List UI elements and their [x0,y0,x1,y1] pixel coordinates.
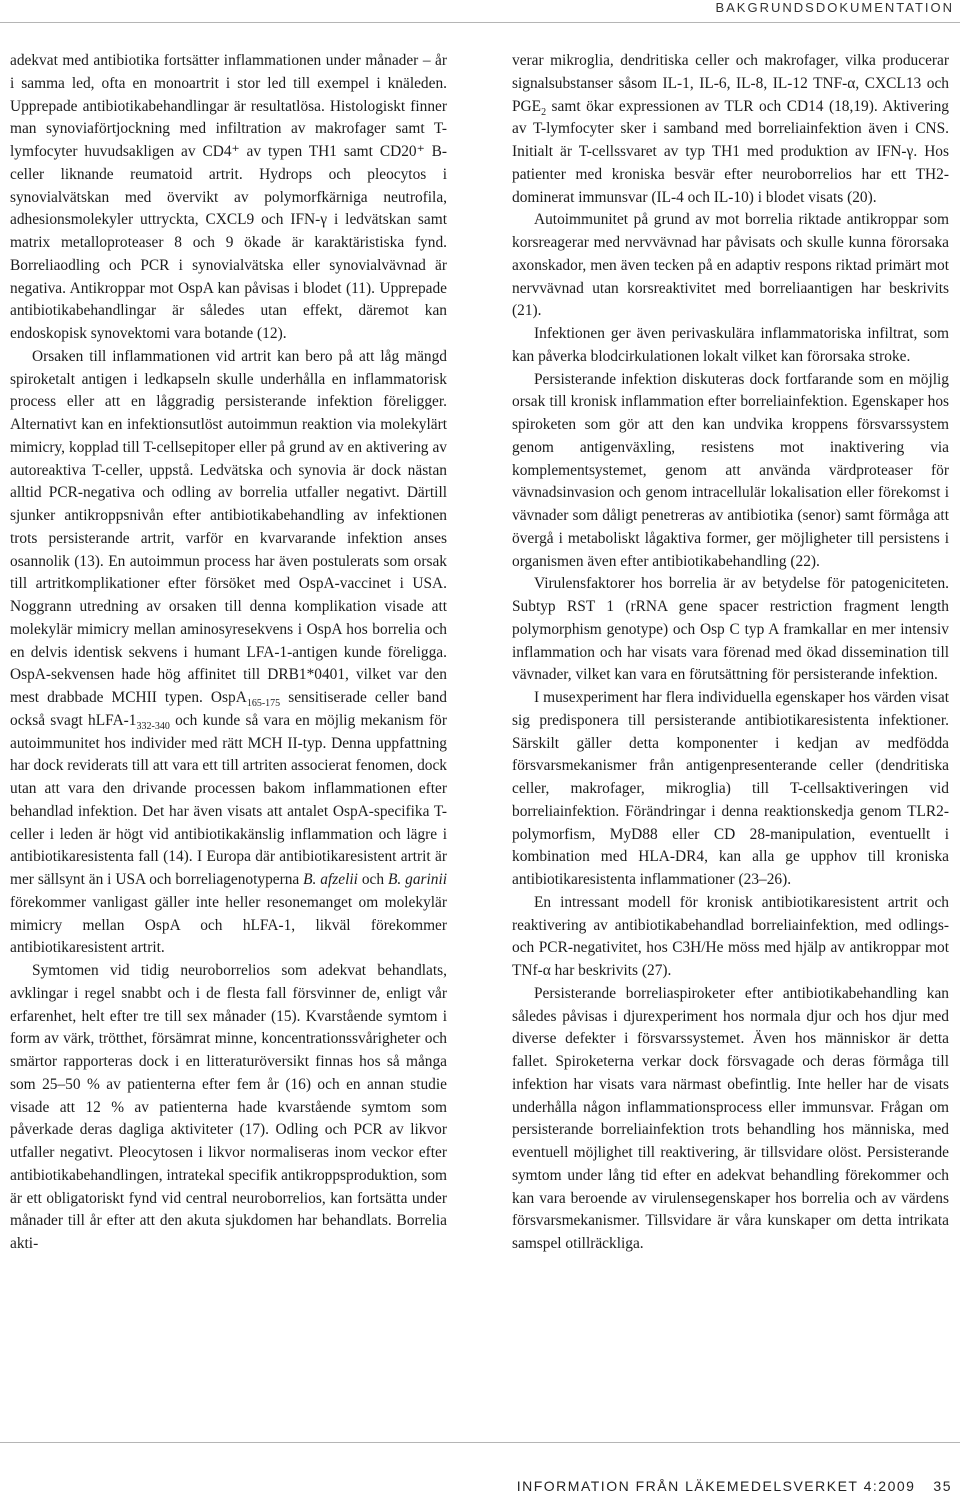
footer-divider [0,1442,960,1443]
paragraph: En intressant modell för kronisk antibiotikaresistent artrit och reaktivering av antibiotikabehandlad borreliainfektion, med odlings- och PCR-negativitet, hos C3H/He möss med hjälp av antikroppar mot TNf-α har beskrivits (27). [512,893,949,979]
paragraph: Symtomen vid tidig neuroborrelios som adekvat behandlats, avklingar i regel snabbt och i de flesta fall försvinner de, enligt vår erfarenhet, helt efter tre till sex månader (15). Kvarstående symtom i form av värk, trötthet, försämrat minne, koncentrationssvårigheter och smärtor rapporteras dock i en litteraturöversikt finnas hos så många som 25–50 % av patienterna efter fem år (16) och en annan studie visade att 12 % av patienterna hade kvarstående symtom som påverkade deras dagliga aktiviteter (17). Odling och PCR av likvor utfaller negativt. Pleocytosen i likvor normaliseras inom veckor efter antibiotikabehandlingen, intratekal specifik antikroppsproduktion, som är ett obligatoriskt fynd vid central neuroborrelios, kan fortsätta under månader till år efter att den akuta sjukdomen har behandlats. Borrelia akti- [10,962,447,1252]
subscript: 2 [541,106,547,118]
paragraph: Autoimmunitet på grund av mot borrelia riktade antikroppar som korsreagerar med nervvävnad har påvisats och skulle kunna förorsaka axonskador, men även tecken på en adaptiv respons riktad primärt mot nervvävnad utan korsreaktivitet med borreliaantigen har beskrivits (21). [512,211,949,320]
publication-name: INFORMATION FRÅN LÄKEMEDELSVERKET 4:2009 [516,1478,916,1494]
text-run: och [357,871,388,888]
text-run: samt ökar expressionen av TLR och CD14 (18,19). Aktivering av T-lymfocyter sker i samband med borreliainfektion även i CNS. Initialt är T-cellssvaret av typ TH1 med produktion av IFN-γ. Hos patienter med kroniska besvär efter neuroborrelios har ett TH2-dominerat immunsvar (IL-4 och IL-10) i blodet visats (20). [512,97,949,206]
paragraph: adekvat med antibiotika fortsätter inflammationen under månader – år i samma led, ofta en monoartrit i stor led till exempel i knäleden. Upprepade antibiotikabehandlingar är resultatlösa. Histologiskt finner man synoviaförtjockning med infiltration av makrofager samt T-lymfocyter huvudsakligen av CD4⁺ av typen TH1 samt CD20⁺ B-celler liknande reumatoid artrit. Hydrops och pleocytos i synovialvätskan med övervikt av polymorfkärniga neutrofila, adhesionsmolekyler uttryckta, CXCL9 och IFN-γ i ledvätskan samt matrix metalloproteaser 8 och 9 ökade är karaktäristiska fynd. Borreliaodling och PCR i synovialvätska eller synovialvävnad är negativa. Antikroppar mot OspA kan påvisas i blodet (11). Upprepade antibiotikabehandlingar är således utan effekt, däremot kan endoskopisk synovektomi vara botande (12). [10,52,447,342]
section-label: BAKGRUNDSDOKUMENTATION [715,0,954,15]
right-column [512,50,949,1256]
paragraph [10,346,447,960]
paragraph: Virulensfaktorer hos borrelia är av betydelse för patogeniciteten. Subtyp RST 1 (rRNA gene spacer restriction fragment length polymorphism genotype) och Osp C typ A framkallar en mer intensiv inflammation och har visats vara förenad med ökad dissemination till vävnader, vilket kan vara en förutsättning för persisterande infektion. [512,575,949,684]
left-column [10,50,447,1256]
paragraph: Persisterande borreliaspiroketer efter antibiotikabehandling kan således påvisas i djurexperiment hos normala djur och hos djur med diverse defekter i försvarssystemet. Även hos människor är detta fallet. Spiroketerna verkar dock försvagade och deras förmåga till infektion har visats vara närmast obefintlig. Inte heller har de visats underhålla någon inflammationsprocess eller immunsvar. Frågan om persisterande borreliainfektion trots behandling hos människa, med eventuell möjlighet till reaktivering, är tillsvidare olöst. Persisterande symtom under lång tid efter en adekvat behandling förekommer och kan vara beroende av virulensegenskaper hos borrelia och av värdens försvarsmekanismer. Tillsvidare är våra kunskaper om detta intrikata samspel otillräckliga. [512,984,949,1252]
text-run: förekommer vanligast gäller inte heller resonemanget om molekylär mimicry mellan OspA och hLFA-1, likväl förekommer antibiotikaresistent artrit. [10,893,447,957]
text-run: verar mikroglia, dendritiska celler och makrofager, vilka producerar signalsubstanser såsom IL-1, IL-6, IL-8, IL-12 TNF-α, CXCL13 och PGE [512,52,949,115]
page-number: 35 [933,1478,952,1494]
subscript: 332-340 [136,720,170,732]
text-run: Orsaken till inflammationen vid artrit kan bero på att låg mängd spiroketalt antigen i ledkapseln skulle underhålla en inflammatorisk process eller att en låggradig persisterande infektion föreligger. Alternativt kan en infektionsutlöst autoimmun reaktion via molekylärt mimicry, kopplad till T-cellsepitoper eller på grund av en aktivering av autoreaktiva T-celler, uppstå. Ledvätska och synovia är dock nästan alltid PCR-negativa och odling av borrelia utfaller negativt. Därtill sjunker antikroppsnivån efter antibiotikabehandling av infektionen trots persisterande artrit, varför en kvarvarande infektion anses osannolik (13). En autoimmun process har även postulerats som orsak till artritkomplikationer efter försöket med OspA-vaccinet i USA. Noggrann utredning av orsaken till denna komplikation visade att molekylär mimicry mellan aminosyresekvens i OspA hos borrelia och en delvis identisk sekvens i humant LFA-1-antigen kunde föreligga. OspA-sekvensen hade hög affinitet till DRB1*0401, vilket var den mest drabbade MCHII typen. OspA [10,347,447,706]
text-run: och kunde så vara en möjlig mekanism för autoimmunitet hos individer med rätt MCH II-typ. Denna uppfattning har dock reviderats till att vara ett till artriten associerat fenomen, dock utan att vara den drivande processen bakom inflammationen efter behandlad infektion. Det har även visats att antalet OspA-specifika T-celler i leden är högt vid antibiotikakänslig inflammation och lägre i antibiotikaresistenta fall (14). I Europa där antibiotikaresistent artrit är mer sällsynt än i USA och borreliagenotyperna [10,711,447,888]
text-run: sensitiserade celler band också svagt hLFA-1 [10,689,447,729]
page-footer [517,1478,952,1494]
paragraph: I musexperiment har flera individuella egenskaper hos värden visat sig predisponera till persisterande antibiotikaresistenta infektioner. Särskilt gäller detta komponenter i kedjan av medfödda försvarsmekanismer från antigenpresenterande celler (dendritiska celler, makrofager, mikroglia) till T-cellsaktiveringen vid borreliainfektion. Förändringar i denna reaktionskedja genom TLR2-polymorfism, MyD88 eller CD 28-manipulation, eventuellt i kombination med HLA-DR4, kan alla ge upphov till kroniska antibiotikaresistenta inflammationer (23–26). [512,689,949,888]
header-divider [0,22,960,23]
paragraph: Persisterande infektion diskuteras dock fortfarande som en möjlig orsak till kronisk inflammation efter borreliainfektion. Egenskaper hos spiroketen som gör att den kan undvika kroppens försvarssystem genom antigenväxling, resistens mot inaktivering via komplementsystemet, genom att använda värdproteaser för vävnadsinvasion och genom intracellulär lokalisation eller förekomst i vävnader som dåligt penetreras av antibiotika (senor) samt förmåga att övergå i metaboliskt lågaktiva former, ger möjligheter till persistens i organismen även efter antibiotikabehandling (22). [512,370,949,570]
italic-species-name: B. garinii [387,871,448,888]
italic-species-name: B. afzelii [303,871,358,888]
paragraph: Infektionen ger även perivaskulära inflammatoriska infiltrat, som kan påverka blodcirkulationen lokalt vilket kan förorsaka stroke. [512,325,949,365]
paragraph [512,50,949,209]
subscript: 165-175 [246,698,281,710]
